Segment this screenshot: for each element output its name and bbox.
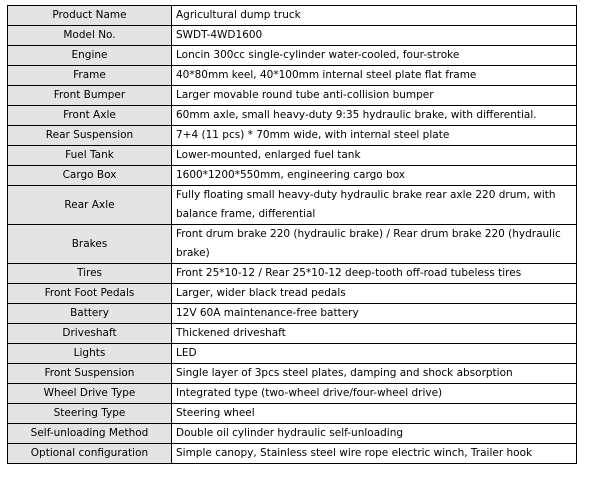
spec-label-optional-configuration: Optional configuration xyxy=(8,444,172,464)
spec-value-driveshaft: Thickened driveshaft xyxy=(172,324,577,344)
spec-value-steering-type: Steering wheel xyxy=(172,404,577,424)
spec-label-fuel-tank: Fuel Tank xyxy=(8,146,172,166)
spec-value-front-axle: 60mm axle, small heavy-duty 9:35 hydraulic brake, with differential. xyxy=(172,106,577,126)
table-row xyxy=(8,225,577,264)
table-row xyxy=(8,424,577,444)
spec-value-front-bumper: Larger movable round tube anti-collision bumper xyxy=(172,86,577,106)
spec-label-product-name: Product Name xyxy=(8,6,172,26)
table-row xyxy=(8,66,577,86)
table-row xyxy=(8,364,577,384)
spec-label-driveshaft: Driveshaft xyxy=(8,324,172,344)
spec-value-product-name: Agricultural dump truck xyxy=(172,6,577,26)
spec-label-tires: Tires xyxy=(8,264,172,284)
spec-value-cargo-box: 1600*1200*550mm, engineering cargo box xyxy=(172,166,577,186)
table-row xyxy=(8,284,577,304)
spec-label-frame: Frame xyxy=(8,66,172,86)
spec-value-rear-axle: Fully floating small heavy-duty hydraulic brake rear axle 220 drum, with balance frame, differential xyxy=(172,186,577,225)
table-row xyxy=(8,344,577,364)
spec-value-wheel-drive-type: Integrated type (two-wheel drive/four-wheel drive) xyxy=(172,384,577,404)
spec-label-self-unloading-method: Self-unloading Method xyxy=(8,424,172,444)
table-row xyxy=(8,384,577,404)
spec-value-frame: 40*80mm keel, 40*100mm internal steel plate flat frame xyxy=(172,66,577,86)
spec-label-model-no: Model No. xyxy=(8,26,172,46)
table-row xyxy=(8,46,577,66)
spec-value-fuel-tank: Lower-mounted, enlarged fuel tank xyxy=(172,146,577,166)
spec-label-battery: Battery xyxy=(8,304,172,324)
table-row xyxy=(8,166,577,186)
table-row xyxy=(8,324,577,344)
spec-label-rear-suspension: Rear Suspension xyxy=(8,126,172,146)
table-row xyxy=(8,444,577,464)
spec-label-front-bumper: Front Bumper xyxy=(8,86,172,106)
spec-value-model-no: SWDT-4WD1600 xyxy=(172,26,577,46)
spec-value-rear-suspension: 7+4 (11 pcs) * 70mm wide, with internal steel plate xyxy=(172,126,577,146)
table-row xyxy=(8,126,577,146)
spec-value-brakes: Front drum brake 220 (hydraulic brake) / Rear drum brake 220 (hydraulic brake) xyxy=(172,225,577,264)
spec-label-front-suspension: Front Suspension xyxy=(8,364,172,384)
spec-label-rear-axle: Rear Axle xyxy=(8,186,172,225)
table-row xyxy=(8,404,577,424)
spec-label-brakes: Brakes xyxy=(8,225,172,264)
spec-value-self-unloading-method: Double oil cylinder hydraulic self-unloading xyxy=(172,424,577,444)
table-row xyxy=(8,26,577,46)
spec-label-engine: Engine xyxy=(8,46,172,66)
table-row xyxy=(8,6,577,26)
spec-label-cargo-box: Cargo Box xyxy=(8,166,172,186)
table-row xyxy=(8,106,577,126)
spec-value-optional-configuration: Simple canopy, Stainless steel wire rope electric winch, Trailer hook xyxy=(172,444,577,464)
table-row xyxy=(8,86,577,106)
spec-value-front-suspension: Single layer of 3pcs steel plates, damping and shock absorption xyxy=(172,364,577,384)
spec-label-steering-type: Steering Type xyxy=(8,404,172,424)
table-row xyxy=(8,186,577,225)
spec-value-battery: 12V 60A maintenance-free battery xyxy=(172,304,577,324)
table-row xyxy=(8,264,577,284)
spec-label-front-axle: Front Axle xyxy=(8,106,172,126)
spec-value-engine: Loncin 300cc single-cylinder water-cooled, four-stroke xyxy=(172,46,577,66)
spec-label-lights: Lights xyxy=(8,344,172,364)
table-row xyxy=(8,146,577,166)
spec-table xyxy=(7,5,577,464)
spec-label-front-foot-pedals: Front Foot Pedals xyxy=(8,284,172,304)
table-row xyxy=(8,304,577,324)
spec-label-wheel-drive-type: Wheel Drive Type xyxy=(8,384,172,404)
spec-value-front-foot-pedals: Larger, wider black tread pedals xyxy=(172,284,577,304)
spec-value-tires: Front 25*10-12 / Rear 25*10-12 deep-tooth off-road tubeless tires xyxy=(172,264,577,284)
spec-value-lights: LED xyxy=(172,344,577,364)
